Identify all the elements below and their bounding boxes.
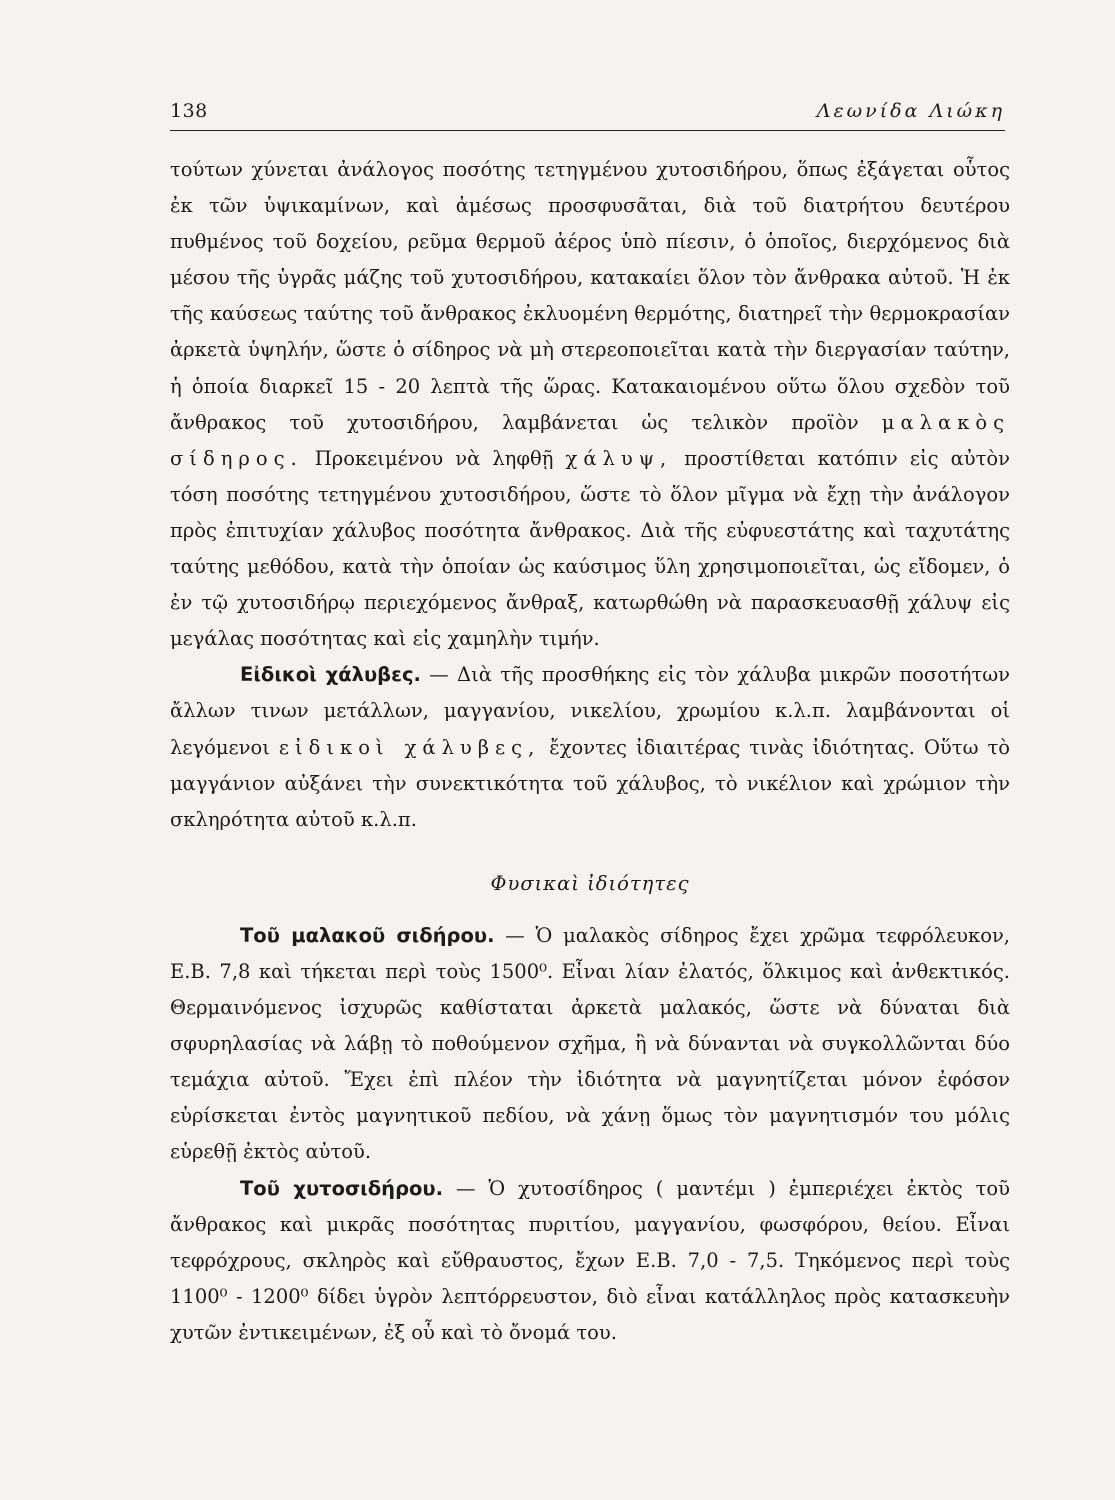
paragraph-cast-iron (170, 1171, 1010, 1351)
paragraph-text: — Διὰ τῆς προσθήκης εἰς τὸν χάλυβα μικρῶν ποσοτήτων ἄλλων τινων μετάλλων, μαγγανίου, νικελίου, χρωμίου κ.λ.π. λαμβάνονται οἱ λεγόμενοι (170, 663, 1010, 759)
paragraph-heading-special-steels: Εἰδικοὶ χάλυβες. (240, 663, 421, 687)
section-title: Φυσικαὶ ἰδιότητες (490, 871, 690, 895)
paragraph-heading-soft-iron: Τοῦ μαλακοῦ σιδήρου. (240, 923, 495, 947)
paragraph-heading-cast-iron: Τοῦ χυτοσιδήρου. (240, 1176, 443, 1200)
page-body (170, 152, 1010, 1351)
header-rule (170, 130, 1005, 131)
spaced-term-soft-iron: μαλακὸς σίδηρος. (170, 410, 1011, 470)
paragraph-text: τούτων χύνεται ἀνάλογος ποσότης τετηγμένου χυτοσιδήρου, ὅπως ἐξάγεται οὗτος ἐκ τῶν ὑψικαμίνων, καὶ ἀμέσως προσφυσᾶται, διὰ τοῦ διατρήτου δευτέρου πυθμένος τοῦ δοχείου, ρεῦμα θερμοῦ ἀέρος ὑπὸ πίεσιν, ὁ ὁποῖος, διερχόμενος διὰ μέσου τῆς ὑγρᾶς μάζης τοῦ χυτοσιδήρου, κατακαίει ὅλον τὸν ἄνθρακα αὐτοῦ. Ἡ ἐκ τῆς καύσεως ταύτης τοῦ ἄνθρακος ἐκλυομένη θερμότης, διατηρεῖ τὴν θερμοκρασίαν ἀρκετὰ ὑψηλήν, ὥστε ὁ σίδηρος νὰ μὴ στερεοποιεῖται κατὰ τὴν διεργασίαν ταύτην, ἡ ὁποία διαρκεῖ 15 - 20 λεπτὰ τῆς ὥρας. Κατακαιομένου οὕτω ὅλου σχεδὸν τοῦ ἄνθρακος τοῦ χυτοσιδήρου, λαμβάνεται ὡς τελικὸν προϊὸν (170, 158, 1010, 434)
paragraph-text: — Ὁ μαλακὸς σίδηρος ἔχει χρῶμα τεφρόλευκον, Ε.Β. 7,8 καὶ τήκεται περὶ τοὺς 1500⁰. Εἶναι λίαν ἐλατός, ὅλκιμος καὶ ἀνθεκτικός. Θερμαινόμενος ἰσχυρῶς καθίσταται ἀρκετὰ μαλακός, ὥστε νὰ δύναται διὰ σφυρηλασίας νὰ λάβῃ τὸ ποθούμενον σχῆμα, ἢ νὰ δύνανται νὰ συγκολλῶνται δύο τεμάχια αὐτοῦ. Ἔχει ἐπὶ πλέον τὴν ἰδιότητα νὰ μαγνητίζεται μόνον ἐφόσον εὑρίσκεται ἐντὸς μαγνητικοῦ πεδίου, νὰ χάνῃ ὅμως τὸν μαγνητισμόν του μόλις εὑρεθῇ ἐκτὸς αὐτοῦ. (170, 923, 1010, 1164)
paragraph-text: ἔχοντες ἰδιαιτέρας τινὰς ἰδιότητας. Οὕτω τὸ μαγγάνιον αὐξάνει τὴν συνεκτικότητα τοῦ χάλυβος, τὸ νικέλιον καὶ χρώμιον τὴν σκληρότητα αὐτοῦ κ.λ.π. (170, 735, 1010, 831)
paragraph-text: — Ὁ χυτοσίδηρος ( μαντέμι ) ἐμπεριέχει ἐκτὸς τοῦ ἄνθρακος καὶ μικρᾶς ποσότητας πυριτίου, μαγγανίου, φωσφόρου, θείου. Εἶναι τεφρόχρους, σκληρὸς καὶ εὔθραυστος, ἔχων Ε.Β. 7,0 - 7,5. Τηκόμενος περὶ τοὺς 1100⁰ - 1200⁰ δίδει ὑγρὸν λεπτόρρευστον, διὸ εἶναι κατάλληλος πρὸς κατασκευὴν χυτῶν ἐντικειμένων, ἐξ οὗ καὶ τὸ ὄνομά του. (170, 1176, 1010, 1344)
page-header (170, 100, 1005, 130)
paragraph-text: Προκειμένου νὰ ληφθῇ (302, 446, 566, 470)
paragraph-bessemer-process (170, 152, 1010, 657)
paragraph-special-steels (170, 657, 1010, 837)
spaced-term-special-steels: εἰδικοὶ χάλυβες, (278, 735, 541, 759)
spaced-term-steel: χάλυψ, (565, 446, 673, 470)
paragraph-soft-iron (170, 918, 1010, 1171)
paragraph-text: προστίθεται κατόπιν εἰς αὐτὸν τόση ποσότης τετηγμένου χυτοσιδήρου, ὥστε τὸ ὅλον μῖγμα νὰ ἔχῃ τὴν ἀνάλογον πρὸς ἐπιτυχίαν χάλυβος ποσότητα ἄνθρακος. Διὰ τῆς εὐφυεστάτης καὶ ταχυτάτης ταύτης μεθόδου, κατὰ τὴν ὁποίαν ὡς καύσιμος ὕλη χρησιμοποιεῖται, ὡς εἴδομεν, ὁ ἐν τῷ χυτοσιδήρῳ περιεχόμενος ἄνθραξ, κατωρθώθη νὰ παρασκευασθῇ χάλυψ εἰς μεγάλας ποσότητας καὶ εἰς χαμηλὴν τιμήν. (170, 446, 1010, 651)
page-number: 138 (170, 100, 208, 122)
running-head: Λεωνίδα Λιώκη (816, 100, 1005, 122)
